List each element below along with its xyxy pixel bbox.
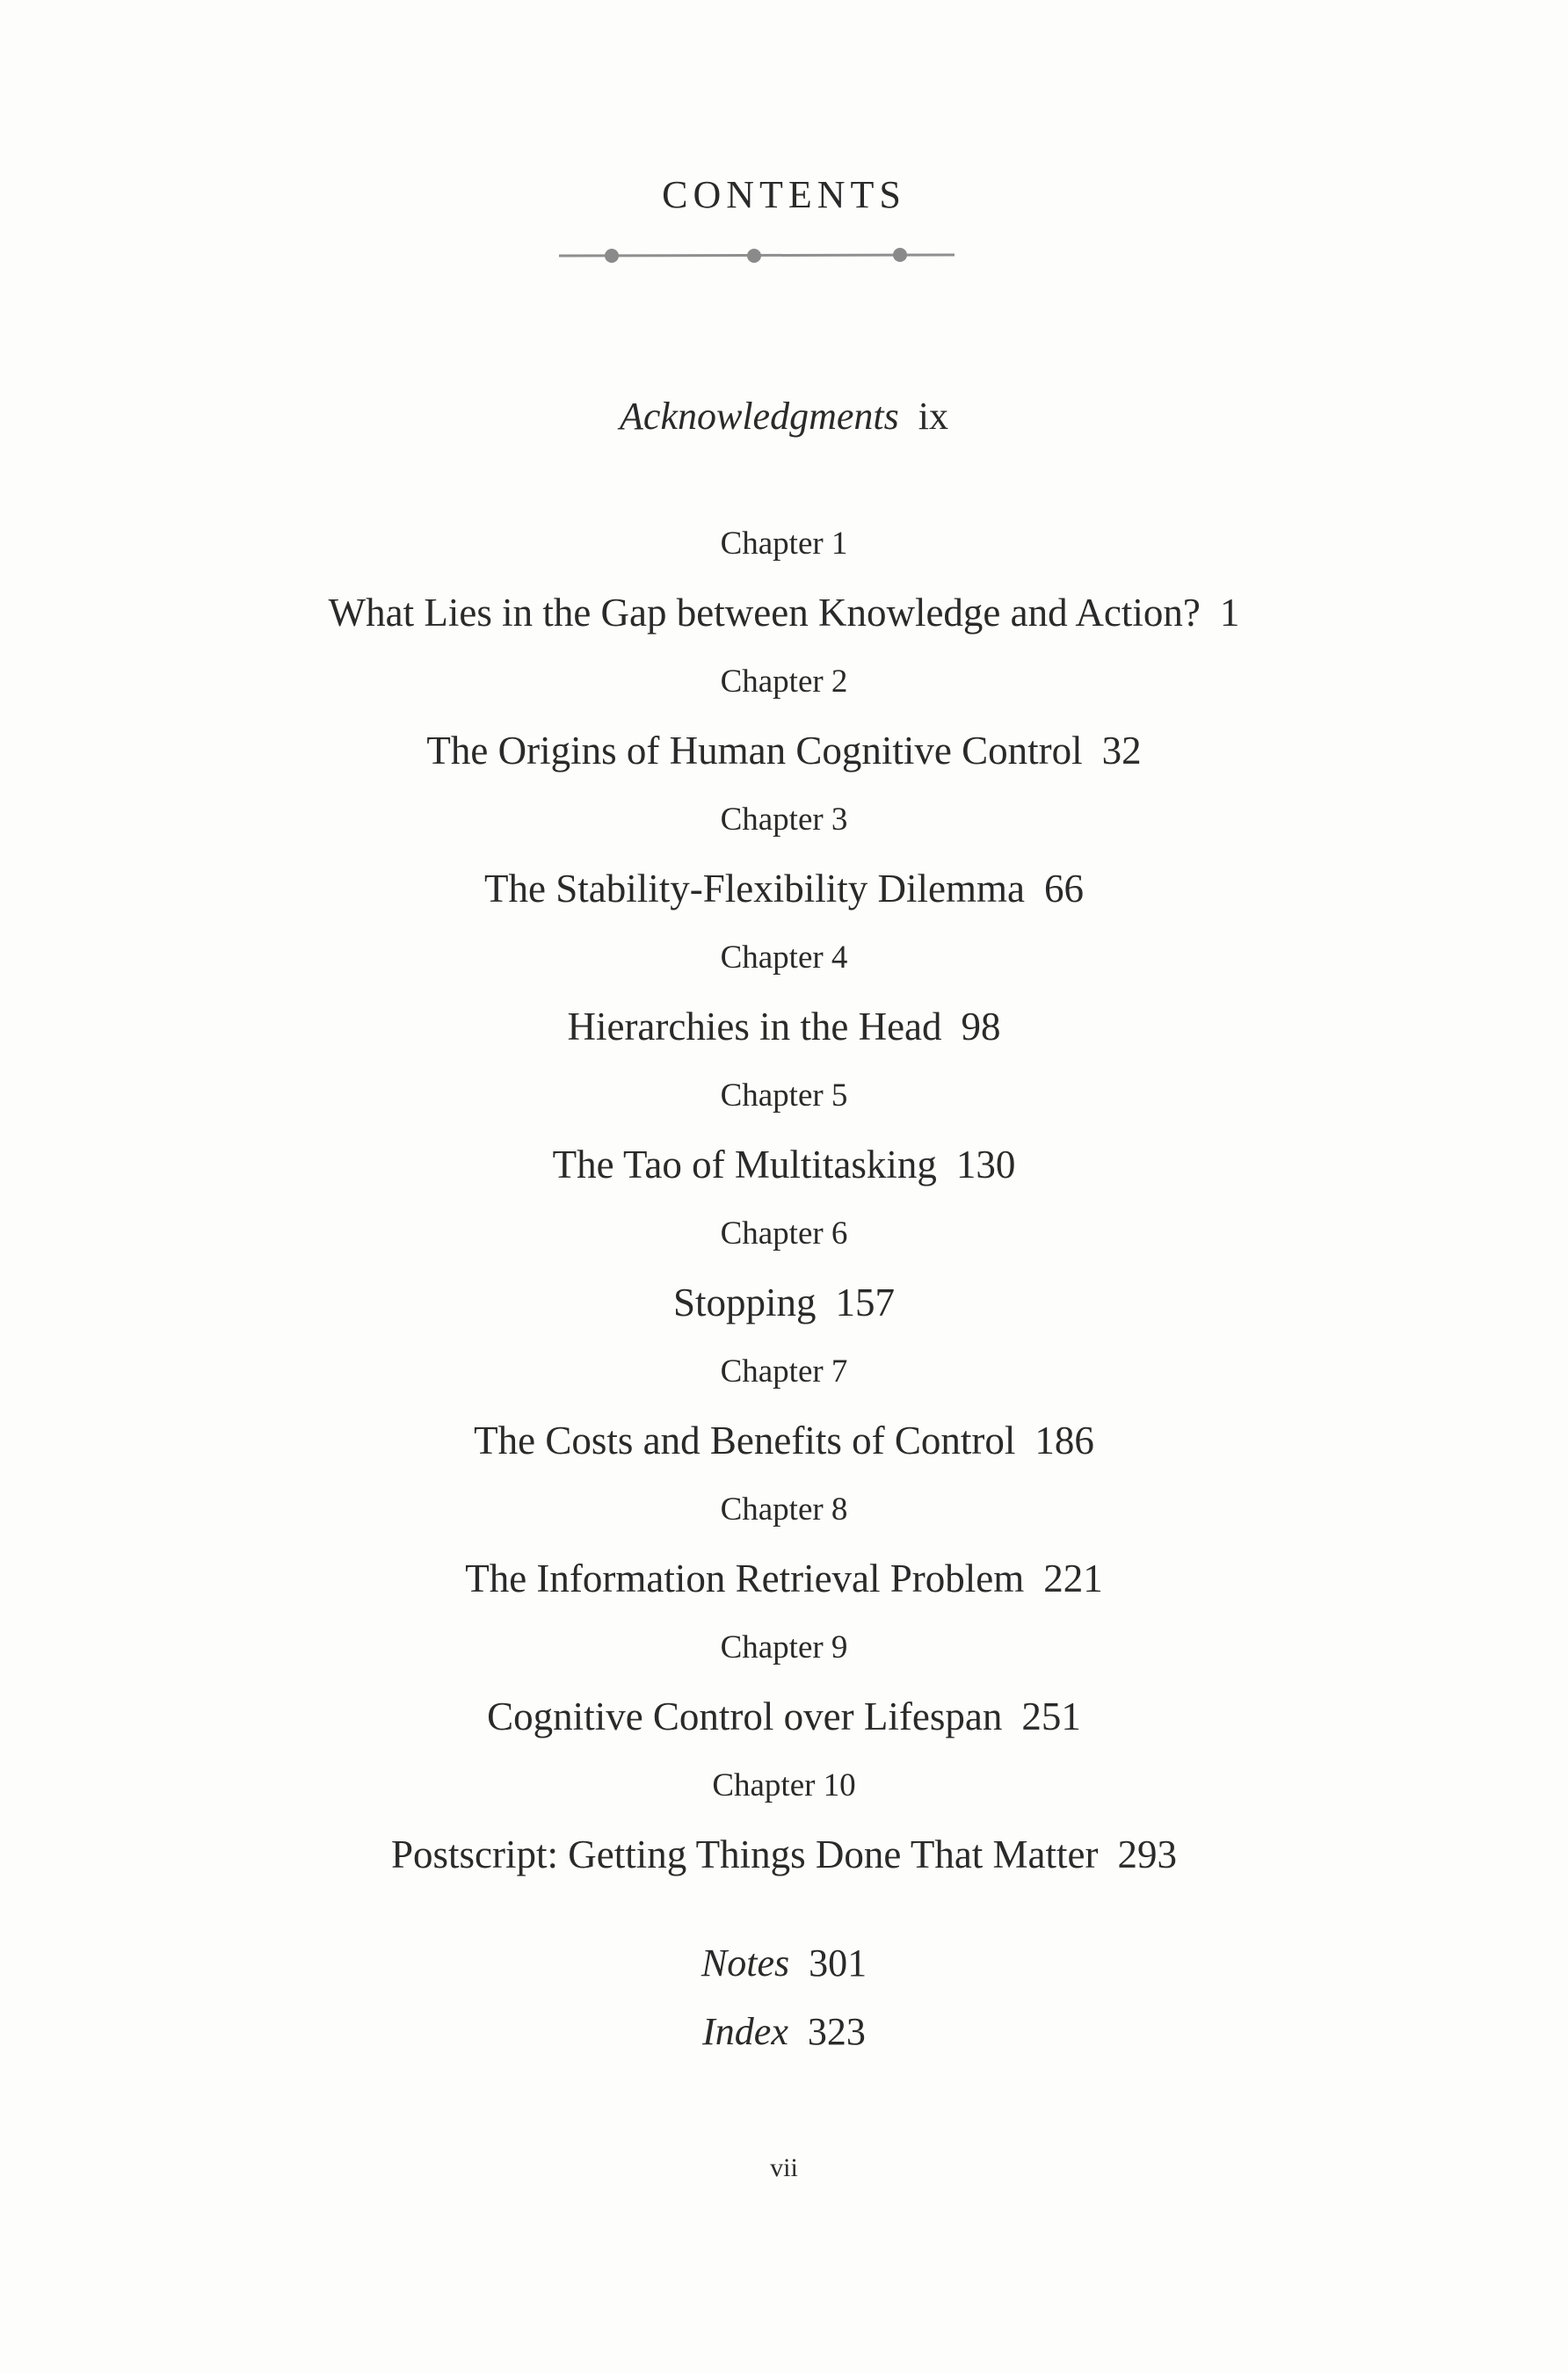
- entry-title: Index: [702, 2010, 788, 2053]
- chapter-title: The Origins of Human Cognitive Control: [426, 729, 1083, 773]
- toc-entry-index[interactable]: [0, 2009, 1568, 2054]
- entry-page: 301: [809, 1941, 867, 1985]
- toc-entry-chapter-10[interactable]: [0, 1759, 1568, 1897]
- entry-title: Acknowledgments: [620, 395, 899, 438]
- toc-entry-chapter-6[interactable]: [0, 1207, 1568, 1345]
- chapter-title-line: [0, 1122, 1568, 1207]
- toc-entry-chapter-8[interactable]: [0, 1483, 1568, 1621]
- chapter-title-line: [0, 1674, 1568, 1759]
- chapter-label: Chapter 10: [712, 1767, 856, 1803]
- chapter-page: 66: [1043, 867, 1084, 911]
- chapter-title: Postscript: Getting Things Done That Matter: [390, 1832, 1099, 1876]
- chapter-title-line: [0, 570, 1568, 655]
- chapter-label: Chapter 2: [720, 664, 848, 700]
- chapter-title-line: [0, 708, 1568, 793]
- chapter-title: Stopping: [672, 1281, 817, 1324]
- chapter-label: Chapter 7: [720, 1353, 848, 1390]
- entry-page: ix: [918, 395, 948, 438]
- chapter-label: Chapter 6: [720, 1216, 848, 1252]
- toc-entry-chapter-1[interactable]: [0, 517, 1568, 655]
- toc-entry-acknowledgments[interactable]: [0, 394, 1568, 439]
- chapter-page: 293: [1117, 1832, 1177, 1876]
- chapter-title: The Stability-Flexibility Dilemma: [484, 867, 1025, 911]
- chapter-page: 157: [835, 1281, 896, 1324]
- chapter-label: Chapter 4: [720, 940, 848, 976]
- chapter-title-line: [0, 1536, 1568, 1621]
- chapter-title: Cognitive Control over Lifespan: [487, 1694, 1003, 1738]
- chapter-page: 1: [1219, 591, 1240, 635]
- toc-entry-chapter-9[interactable]: [0, 1621, 1568, 1759]
- chapter-title-line: [0, 1812, 1568, 1897]
- dotted-rule-ornament-icon: [557, 246, 956, 265]
- toc-entry-chapter-5[interactable]: [0, 1069, 1568, 1207]
- chapter-title: Hierarchies in the Head: [567, 1005, 942, 1049]
- chapter-list: [0, 517, 1568, 1897]
- toc-entry-chapter-7[interactable]: [0, 1345, 1568, 1483]
- chapter-page: 130: [955, 1143, 1016, 1186]
- chapter-page: 186: [1034, 1419, 1094, 1462]
- page-title: CONTENTS: [662, 173, 906, 216]
- chapter-title-line: [0, 846, 1568, 931]
- chapter-label: Chapter 9: [720, 1629, 848, 1665]
- page-number: vii: [770, 2153, 798, 2182]
- chapter-page: 98: [961, 1005, 1001, 1049]
- entry-title: Notes: [701, 1941, 790, 1985]
- toc-entry-chapter-3[interactable]: [0, 793, 1568, 931]
- toc-entry-chapter-4[interactable]: [0, 931, 1568, 1069]
- chapter-page: 32: [1101, 729, 1142, 773]
- chapter-title: The Costs and Benefits of Control: [474, 1419, 1016, 1462]
- chapter-title: The Information Retrieval Problem: [465, 1557, 1025, 1600]
- chapter-page: 251: [1021, 1694, 1081, 1738]
- entry-page: 323: [807, 2010, 866, 2053]
- chapter-title-line: [0, 1260, 1568, 1345]
- chapter-label: Chapter 8: [720, 1491, 848, 1528]
- toc-entry-chapter-2[interactable]: [0, 655, 1568, 793]
- chapter-label: Chapter 1: [720, 526, 848, 562]
- chapter-page: 221: [1043, 1557, 1103, 1600]
- chapter-title-line: [0, 984, 1568, 1069]
- chapter-title-line: [0, 1398, 1568, 1483]
- chapter-label: Chapter 5: [720, 1078, 848, 1114]
- chapter-label: Chapter 3: [720, 802, 848, 838]
- chapter-title: The Tao of Multitasking: [552, 1143, 937, 1186]
- toc-entry-notes[interactable]: [0, 1941, 1568, 1985]
- chapter-title: What Lies in the Gap between Knowledge and Action?: [328, 591, 1201, 635]
